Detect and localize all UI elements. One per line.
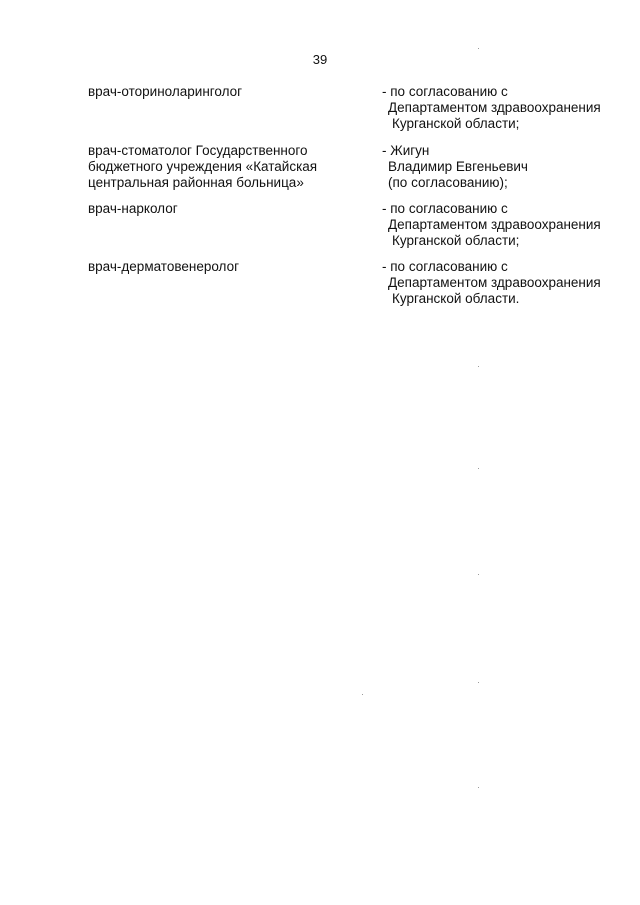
position-line: врач-оториноларинголог xyxy=(88,84,243,99)
position-line: врач-дерматовенеролог xyxy=(88,259,240,274)
member-position xyxy=(88,143,358,191)
position-line: врач-нарколог xyxy=(88,201,178,216)
representative-line: - по согласованию с xyxy=(382,201,508,216)
representative-line: - Жигун xyxy=(382,143,430,158)
scan-speck xyxy=(478,366,479,367)
scan-speck xyxy=(478,574,479,575)
representative-line: (по согласованию); xyxy=(388,175,508,190)
page-number: 39 xyxy=(312,52,328,67)
representative-line: - по согласованию с xyxy=(382,259,508,274)
representative-line: Курганской области. xyxy=(392,291,520,306)
position-line: центральная районная больница» xyxy=(88,175,304,190)
scan-speck xyxy=(478,787,479,788)
member-position xyxy=(88,201,358,217)
scan-speck xyxy=(362,694,363,695)
representative-line: Департаментом здравоохранения xyxy=(388,275,601,290)
representative-line: Департаментом здравоохранения xyxy=(388,100,601,115)
member-position xyxy=(88,259,358,275)
member-representative xyxy=(382,84,622,132)
position-line: бюджетного учреждения «Катайская xyxy=(88,159,318,174)
member-representative xyxy=(382,143,622,191)
scan-speck xyxy=(478,468,479,469)
scan-speck xyxy=(478,48,479,49)
representative-line: Департаментом здравоохранения xyxy=(388,217,601,232)
representative-line: Курганской области; xyxy=(392,116,520,131)
representative-line: Курганской области; xyxy=(392,233,520,248)
position-line: врач-стоматолог Государственного xyxy=(88,143,308,158)
member-representative xyxy=(382,259,622,307)
member-representative xyxy=(382,201,622,249)
representative-line: - по согласованию с xyxy=(382,84,508,99)
scan-speck xyxy=(478,682,479,683)
representative-line: Владимир Евгеньевич xyxy=(388,159,528,174)
member-position xyxy=(88,84,358,100)
